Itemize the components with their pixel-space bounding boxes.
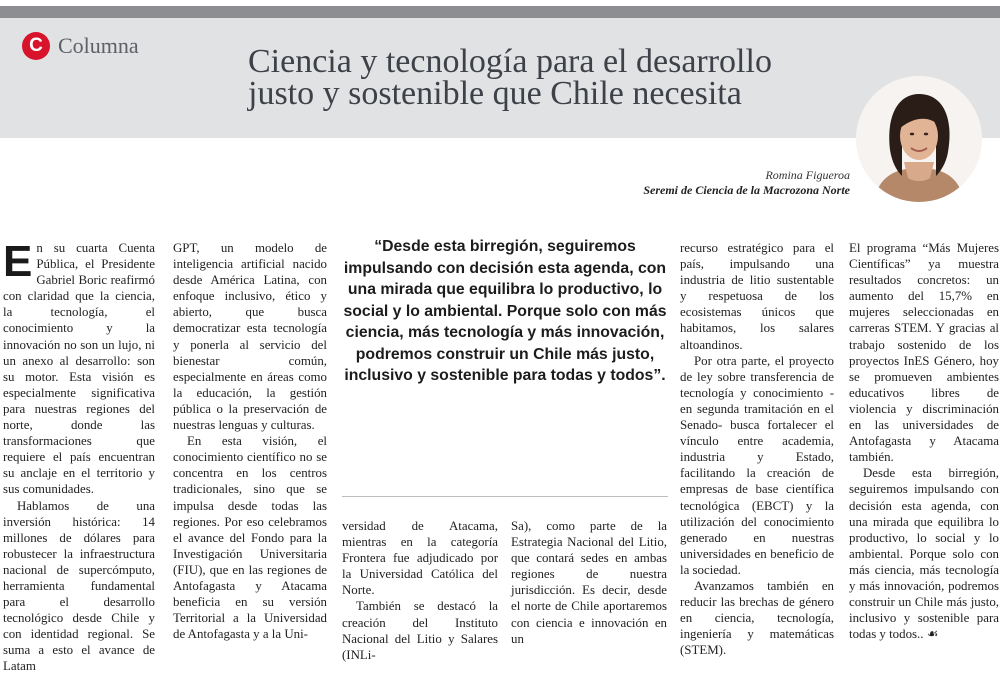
section-label: Columna [58, 33, 139, 58]
pull-quote-divider [342, 496, 668, 497]
article-column-2 [173, 240, 327, 642]
paragraph: Por otra parte, el proyecto de ley sobre transferencia de tecnología y conocimiento -en segunda tramitación en el Senado- busca fortalecer el vínculo entre academia, industria y Estado, facilitando la creación de empresas de base científica tecnológica (EBCT) y la utilización del conocimiento generado en nuestras universidades en beneficio de la sociedad. [680, 353, 834, 577]
pull-quote: “Desde esta birregión, seguiremos impulsando con decisión esta agenda, con una mirada que equilibra lo productivo, lo social y lo ambiental. Porque solo con más ciencia, más tecnología y más innovación, podremos construir un Chile más justo, inclusivo y sostenible para todas y todos”. [343, 238, 667, 384]
author-photo [856, 76, 982, 202]
author-portrait-icon [856, 76, 982, 202]
paragraph: En esta visión, el conocimiento científico no se concentra en los centros tradicionales, sino que se impulsa desde todas las regiones. Por eso celebramos el avance del Fondo para la Investigación Universitaria (FIU), que en las regiones de Antofagasta y Atacama beneficia en su versión Territorial a la Universidad de Antofagasta y a la Uni- [173, 434, 327, 642]
article-column-1 [3, 237, 155, 675]
paragraph: recurso estratégico para el país, impulsando una industria de litio sustentable y respetuosa de los ecosistemas únicos que habitamos, los salares altoandinos. [680, 241, 834, 352]
author-role: Seremi de Ciencia de la Macrozona Norte [643, 183, 850, 197]
byline [643, 168, 850, 198]
article-column-5 [680, 240, 834, 658]
article-column-3 [342, 518, 498, 663]
paragraph: El programa “Más Mujeres Científicas” ya muestra resultados concretos: un aumento del 15,7% en mujeres seleccionadas en carreras STEM. Y gracias al trabajo sostenido de los proyectos InES Género, hoy se promueven ambientes educativos libres de violencia y discriminación en las universidades de Antofagasta y Atacama también. [849, 241, 999, 465]
drop-cap: E [3, 237, 33, 286]
article-column-4 [511, 518, 667, 647]
paragraph: Sa), como parte de la Estrategia Nacional del Litio, que contará sedes en ambas regiones de nuestra jurisdicción. Es decir, desde el norte de Chile aportaremos con ciencia e innovación en un [511, 519, 667, 646]
headline [248, 43, 808, 112]
paragraph [3, 237, 155, 498]
paragraph: Avanzamos también en reducir las brechas de género en ciencia, tecnología, ingeniería y matemáticas (STEM). [680, 578, 834, 658]
section-badge-icon: C [22, 32, 50, 60]
article-column-6 [849, 240, 999, 642]
top-rule [0, 6, 1000, 18]
paragraph: versidad de Atacama, mientras en la categoría Frontera fue adjudicado por la Universidad Católica del Norte. [342, 519, 498, 598]
paragraph: Hablamos de una inversión histórica: 14 millones de dólares para robustecer la infraestructura nacional de supercómputo, herramienta fundamental para el desarrollo tecnológico desde Chile y con identidad regional. Se suma a esto el avance de Latam [3, 498, 155, 674]
headline-line-1: Ciencia y tecnología para el desarrollo [248, 43, 772, 80]
paragraph-text: n su cuarta Cuenta Pública, el Presidente Gabriel Boric reafirmó con claridad que la ciencia, la tecnología, el conocimiento y la innovación no son un lujo, ni un anexo al desarrollo: son su motor. Esta visión es especialmente significativa para nuestras regiones del norte, donde las transformaciones que requiere el país encuentran su anclaje en el territorio y sus comunidades. [3, 241, 155, 497]
author-name: Romina Figueroa [765, 168, 850, 182]
paragraph: Desde esta birregión, seguiremos impulsando con decisión esta agenda, con una mirada que equilibra lo productivo, lo social y lo ambiental. Porque solo con más ciencia, más tecnología y más innovación, podremos construir un Chile más justo, inclusivo y sostenible para todas y todos.. ☙ [849, 466, 999, 642]
headline-line-2: justo y sostenible que Chile necesita [248, 75, 742, 112]
paragraph: También se destacó la creación del Instituto Nacional del Litio y Salares (INLi- [342, 599, 498, 662]
paragraph: GPT, un modelo de inteligencia artificial nacido desde América Latina, con enfoque inclusivo, ético y abierto, que busca democratizar esta tecnología y ponerla al servicio del bienestar común, especialmente en áreas como la educación, la gestión pública o la preservación de nuestras lenguas y culturas. [173, 241, 327, 433]
